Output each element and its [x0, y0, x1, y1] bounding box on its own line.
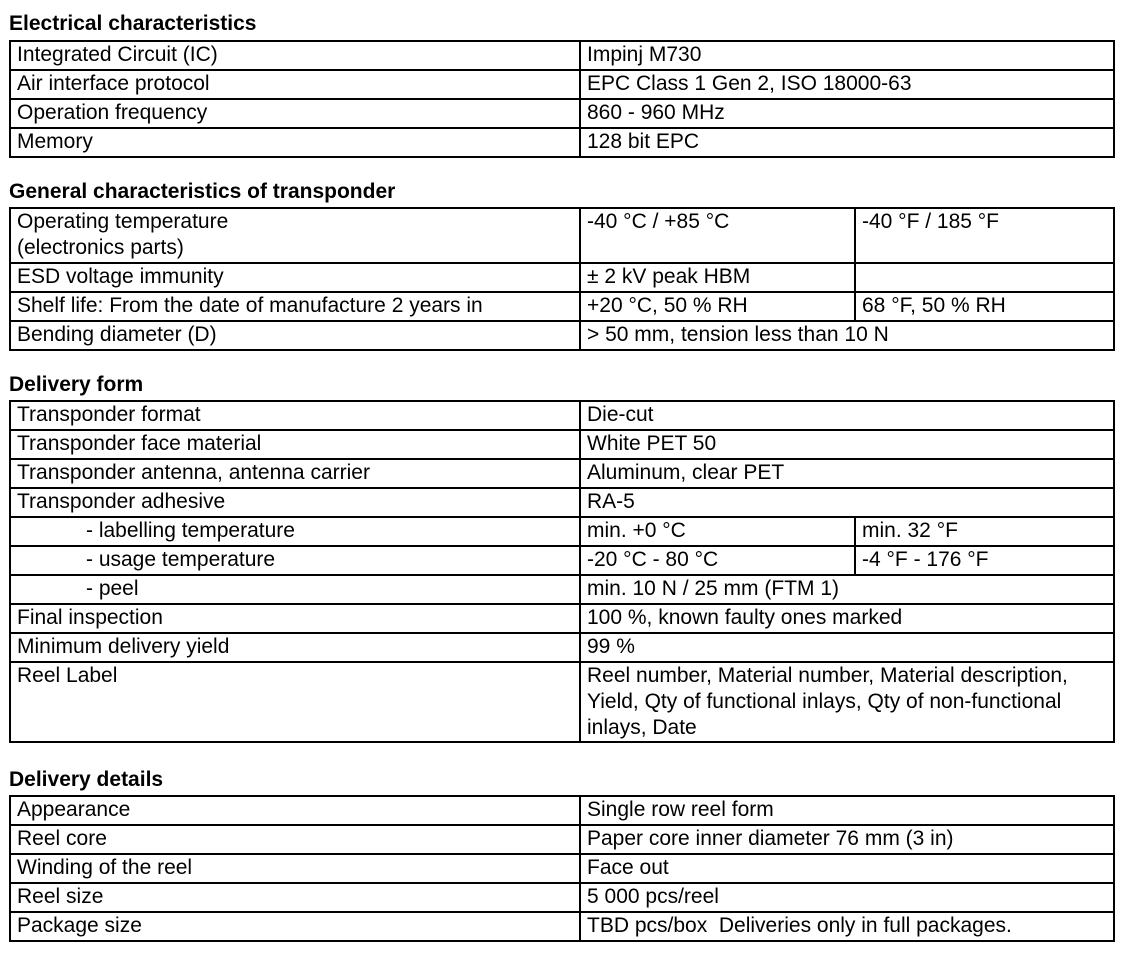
- table-row: [10, 41, 1114, 70]
- row-value: > 50 mm, tension less than 10 N: [580, 321, 1114, 350]
- row-value: White PET 50: [580, 430, 1114, 459]
- table-row: [10, 70, 1114, 99]
- row-value-fahrenheit: min. 32 °F: [855, 517, 1114, 546]
- row-value: 100 %, known faulty ones marked: [580, 604, 1114, 633]
- section-heading-electrical: Electrical characteristics: [9, 12, 257, 35]
- table-row: [10, 430, 1114, 459]
- row-value: 99 %: [580, 633, 1114, 662]
- row-label: Winding of the reel: [10, 854, 580, 883]
- row-value-celsius: -20 °C - 80 °C: [580, 546, 855, 575]
- table-row: [10, 796, 1114, 825]
- row-label: Reel size: [10, 883, 580, 912]
- row-label: Transponder face material: [10, 430, 580, 459]
- row-value-celsius: min. +0 °C: [580, 517, 855, 546]
- table-row: [10, 459, 1114, 488]
- row-label-line-2: (electronics parts): [17, 236, 184, 259]
- row-value: Reel number, Material number, Material description, Yield, Qty of functional inlays, Qty of non-functional inlays, Date: [580, 662, 1114, 742]
- row-label: Operation frequency: [10, 99, 580, 128]
- row-label: Shelf life: From the date of manufacture 2 years in: [10, 292, 580, 321]
- section-heading-delivery-form: Delivery form: [9, 373, 144, 396]
- row-label: Transponder antenna, antenna carrier: [10, 459, 580, 488]
- table-row: [10, 208, 1114, 263]
- row-label: ESD voltage immunity: [10, 263, 580, 292]
- row-label-sub: - labelling temperature: [10, 517, 580, 546]
- row-value-fahrenheit: -40 °F / 185 °F: [855, 208, 1114, 263]
- row-label: Reel Label: [10, 662, 580, 742]
- row-label: Reel core: [10, 825, 580, 854]
- row-label: Minimum delivery yield: [10, 633, 580, 662]
- table-row: [10, 912, 1114, 941]
- row-label: Package size: [10, 912, 580, 941]
- table-row: [10, 517, 1114, 546]
- row-value: Face out: [580, 854, 1114, 883]
- row-label: [10, 208, 580, 263]
- row-value-celsius: +20 °C, 50 % RH: [580, 292, 855, 321]
- delivery-form-table: [9, 400, 1115, 743]
- row-value-celsius: -40 °C / +85 °C: [580, 208, 855, 263]
- table-row: [10, 662, 1114, 742]
- table-row: [10, 401, 1114, 430]
- table-row: [10, 99, 1114, 128]
- row-value: Paper core inner diameter 76 mm (3 in): [580, 825, 1114, 854]
- row-label: Memory: [10, 128, 580, 157]
- row-label: Transponder adhesive: [10, 488, 580, 517]
- table-row: [10, 883, 1114, 912]
- row-value-secondary: [855, 263, 1114, 292]
- row-label-line-1: Operating temperature: [17, 210, 229, 233]
- row-value: min. 10 N / 25 mm (FTM 1): [580, 575, 1114, 604]
- table-row: [10, 854, 1114, 883]
- table-row: [10, 633, 1114, 662]
- section-heading-general: General characteristics of transponder: [9, 180, 396, 203]
- row-value: 128 bit EPC: [580, 128, 1114, 157]
- row-label: Appearance: [10, 796, 580, 825]
- row-value: Aluminum, clear PET: [580, 459, 1114, 488]
- row-value: ± 2 kV peak HBM: [580, 263, 855, 292]
- table-row: [10, 546, 1114, 575]
- row-value: RA-5: [580, 488, 1114, 517]
- table-row: [10, 604, 1114, 633]
- section-heading-delivery-details: Delivery details: [9, 768, 164, 791]
- row-value: Single row reel form: [580, 796, 1114, 825]
- row-value-fahrenheit: 68 °F, 50 % RH: [855, 292, 1114, 321]
- row-label: Integrated Circuit (IC): [10, 41, 580, 70]
- row-value: Impinj M730: [580, 41, 1114, 70]
- table-row: [10, 128, 1114, 157]
- row-value: TBD pcs/box Deliveries only in full packages.: [580, 912, 1114, 941]
- table-row: [10, 263, 1114, 292]
- row-label: Air interface protocol: [10, 70, 580, 99]
- row-label: Final inspection: [10, 604, 580, 633]
- row-label: Bending diameter (D): [10, 321, 580, 350]
- electrical-table: [9, 40, 1115, 158]
- row-value: Die-cut: [580, 401, 1114, 430]
- row-label-sub: - peel: [10, 575, 580, 604]
- general-table: [9, 207, 1115, 351]
- row-value-fahrenheit: -4 °F - 176 °F: [855, 546, 1114, 575]
- table-row: [10, 321, 1114, 350]
- table-row: [10, 488, 1114, 517]
- table-row: [10, 292, 1114, 321]
- table-row: [10, 575, 1114, 604]
- row-label: Transponder format: [10, 401, 580, 430]
- row-value: 860 - 960 MHz: [580, 99, 1114, 128]
- table-row: [10, 825, 1114, 854]
- row-value: 5 000 pcs/reel: [580, 883, 1114, 912]
- row-value: EPC Class 1 Gen 2, ISO 18000-63: [580, 70, 1114, 99]
- row-label-sub: - usage temperature: [10, 546, 580, 575]
- delivery-details-table: [9, 795, 1115, 942]
